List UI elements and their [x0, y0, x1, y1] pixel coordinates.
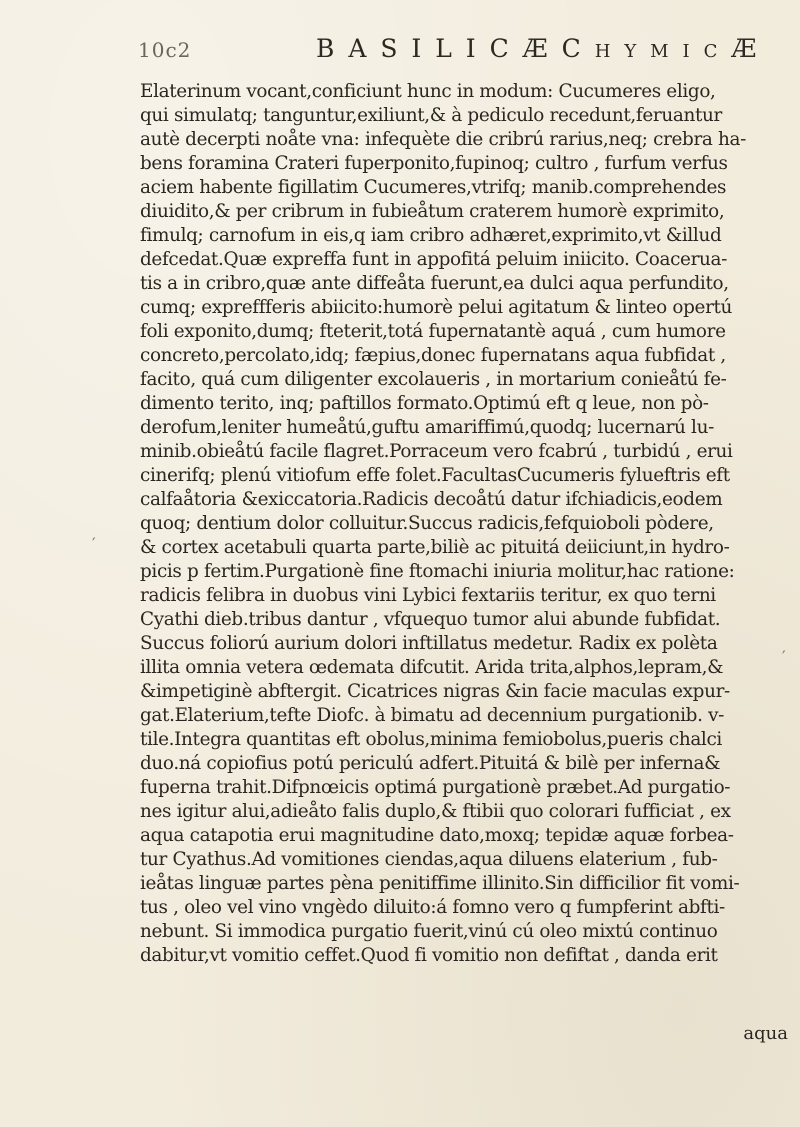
text-line: nes igitur alui,adieåto falis duplo,& ftibii quo colorari fufficiat , ex [140, 801, 731, 822]
text-line: duo.ná copiofius potú periculú adfert.Pituitá & bilè per inferna& [140, 753, 721, 774]
text-line: defcedat.Quæ expreffa funt in appofitá peluim iniicito. Coacerua- [140, 249, 727, 270]
text-line: calfaåtoria &exiccatoria.Radicis decoåtú datur ifchiadicis,eodem [140, 489, 723, 510]
text-line: qui simulatq; tanguntur,exiliunt,& à pediculo recedunt,feruantur [140, 105, 722, 126]
text-line: &impetiginè abftergit. Cicatrices nigras &in facie maculas expur- [140, 681, 730, 702]
text-line: tile.Integra quantitas eft obolus,minima femiobolus,pueris chalci [140, 729, 722, 750]
text-line: diuidito,& per cribrum in fubieåtum craterem humorè exprimito, [140, 201, 725, 222]
text-line: facito, quá cum diligenter excolaueris , in mortarium conieåtú fe- [140, 369, 727, 390]
text-line: gat.Elaterium,tefte Diofc. à bimatu ad decennium purgationib. v- [140, 705, 724, 726]
text-line: ieåtas linguæ partes pèna penitiffime illinito.Sin difficilior fit vomi- [140, 873, 740, 894]
text-line: dimento terito, inq; paftillos formato.Optimú eft q leue, non pò- [140, 393, 709, 414]
text-line: aqua catapotia erui magnitudine dato,moxq; tepidæ aquæ forbea- [140, 825, 734, 846]
text-line: fimulq; carnofum in eis,q iam cribro adhæret,exprimito,vt &illud [140, 225, 722, 246]
text-line: nebunt. Si immodica purgatio fuerit,vinú cú oleo mixtú continuo [140, 921, 718, 942]
text-line: tur Cyathus.Ad vomitiones ciendas,aqua diluens elaterium , fub- [140, 849, 718, 870]
main-text-block [140, 80, 788, 968]
text-line: Cyathi dieb.tribus dantur , vfquequo tumor alui abunde fubfidat. [140, 609, 721, 630]
text-line: autè decerpti noåte vna: infequète die cribrú rarius,neq; crebra ha- [140, 129, 747, 150]
margin-tick-mark: ′ [92, 534, 96, 553]
text-line: tus , oleo vel vino vngèdo diluito:á fomno vero q fumpferint abfti- [140, 897, 725, 918]
page-header [138, 34, 778, 74]
running-title: B A S I L I C Æ C h y m i c Æ [316, 34, 760, 63]
text-line: cumq; expreffferis abiicito:humorè pelui agitatum & linteo opertú [140, 297, 733, 318]
text-line: picis p fertim.Purgationè fine ftomachi iniuria molitur,hac ratione: [140, 561, 735, 582]
text-line: cinerifq; plenú vitiofum effe folet.FacultasCucumeris fylueftris eft [140, 465, 730, 486]
text-line: Elaterinum vocant,conficiunt hunc in modum: Cucumeres eligo, [140, 81, 716, 102]
text-line: tis a in cribro,quæ ante diffeåta fuerunt,ea dulci aqua perfundito, [140, 273, 729, 294]
text-line: radicis felibra in duobus vini Lybici fextariis teritur, ex quo terni [140, 585, 716, 606]
catchword-row [140, 1022, 788, 1046]
text-line: Succus foliorú aurium dolori inftillatus medetur. Radix ex polèta [140, 633, 718, 654]
text-line: foli exponito,dumq; fteterit,totá fupernatantè aquá , cum humore [140, 321, 726, 342]
text-line: aciem habente figillatim Cucumeres,vtrifq; manib.comprehendes [140, 177, 727, 198]
text-line: & cortex acetabuli quarta parte,biliè ac pituitá deiiciunt,in hydro- [140, 537, 730, 558]
catchword: aqua [743, 1023, 788, 1044]
text-line: quoq; dentium dolor colluitur.Succus radicis,fefquioboli pòdere, [140, 513, 714, 534]
text-line: minib.obieåtú facile flagret.Porraceum vero fcabrú , turbidú , erui [140, 441, 733, 462]
text-line: concreto,percolato,idq; fæpius,donec fupernatans aqua fubfidat , [140, 345, 726, 366]
text-line: derofum,leniter humeåtú,guftu amariffimú,quodq; lucernarú lu- [140, 417, 714, 438]
text-line: dabitur,vt vomitio ceffet.Quod fi vomitio non defiftat , danda erit [140, 945, 718, 966]
margin-tick-mark: ′ [782, 647, 786, 666]
folio-number: 10c2 [138, 38, 192, 62]
text-line: bens foramina Crateri fuperponito,fupinoq; cultro , furfum verfus [140, 153, 728, 174]
text-line: fuperna trahit.Difpnœicis optimá purgationè præbet.Ad purgatio- [140, 777, 731, 798]
text-line: illita omnia vetera œdemata difcutit. Arida trita,alphos,lepram,& [140, 657, 724, 678]
